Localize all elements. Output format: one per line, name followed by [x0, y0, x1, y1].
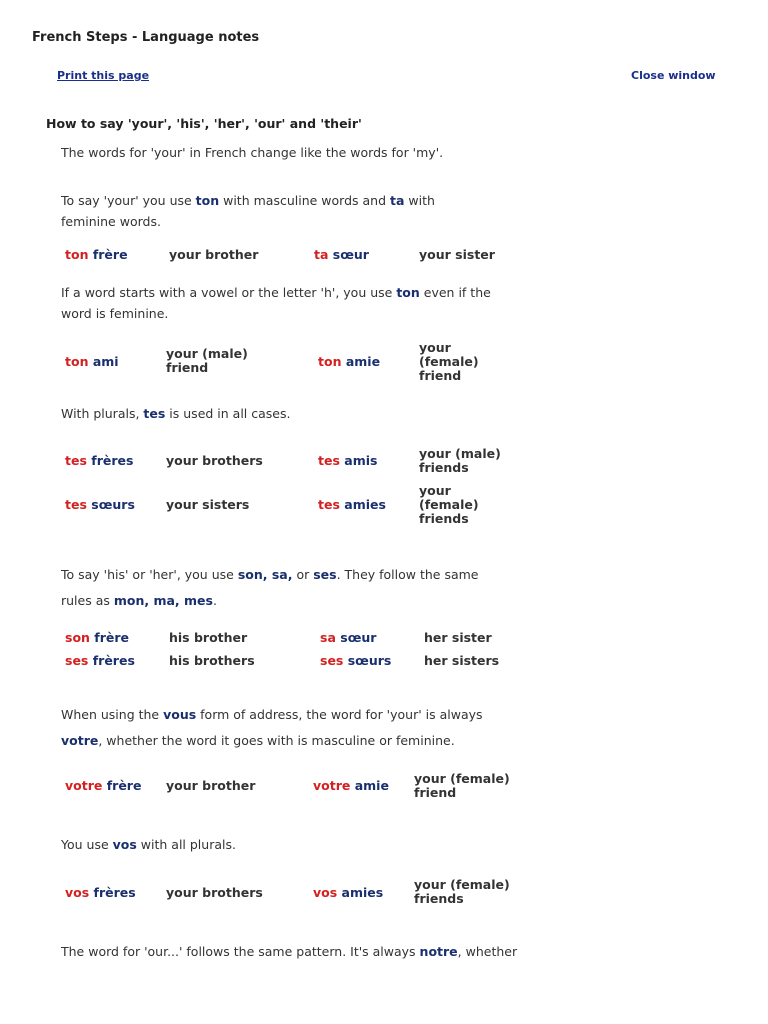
example-ton-amie: ton amie [318, 354, 381, 369]
translation-his-brothers: his brothers [169, 653, 255, 668]
paragraph-vos: You use vos with all plurals. [61, 837, 236, 852]
translation-your-brothers-formal: your brothers [166, 885, 263, 900]
paragraph-his-her: To say 'his' or 'her', you use son, sa, or ses. They follow the same rules as mon, ma, mes. [61, 567, 479, 608]
example-tes-amis: tes amis [318, 453, 378, 468]
example-sa-soeur: sa sœur [320, 630, 377, 645]
translation-her-sister: her sister [424, 630, 492, 645]
example-tes-freres: tes frères [65, 453, 134, 468]
close-window-link[interactable]: Close window [631, 69, 716, 82]
translation-your-brother-formal: your brother [166, 778, 256, 793]
paragraph-notre: The word for 'our...' follows the same pattern. It's always notre, whether [61, 944, 518, 959]
example-ses-soeurs: ses sœurs [320, 653, 392, 668]
example-ton-frere: ton frère [65, 247, 128, 262]
example-ta-soeur: ta sœur [314, 247, 369, 262]
example-votre-amie: votre amie [313, 778, 389, 793]
translation-your-sister: your sister [419, 247, 495, 262]
translation-your-female-friends: your (female) friends [419, 483, 479, 526]
example-son-frere: son frère [65, 630, 130, 645]
example-vos-freres: vos frères [65, 885, 136, 900]
print-page-link[interactable]: Print this page [57, 69, 150, 82]
page-title: French Steps - Language notes [32, 30, 260, 45]
translation-your-female-friend: your (female) friend [419, 340, 479, 383]
paragraph-votre: When using the vous form of address, the word for 'your' is always votre, whether the word it goes with is masculine or feminine. [61, 707, 483, 748]
translation-your-brother: your brother [169, 247, 259, 262]
example-vos-amies: vos amies [313, 885, 384, 900]
translation-your-sisters: your sisters [166, 497, 250, 512]
translation-her-sisters: her sisters [424, 653, 500, 668]
translation-your-female-friends-formal: your (female) friends [414, 877, 510, 906]
translation-your-brothers: your brothers [166, 453, 263, 468]
example-votre-frere: votre frère [65, 778, 142, 793]
section-heading: How to say 'your', 'his', 'her', 'our' and 'their' [46, 116, 362, 131]
example-ses-freres: ses frères [65, 653, 135, 668]
translation-your-male-friend: your (male) friend [166, 346, 248, 375]
paragraph-plurals: With plurals, tes is used in all cases. [61, 406, 291, 421]
example-tes-amies: tes amies [318, 497, 386, 512]
paragraph-ton-ta: To say 'your' you use ton with masculine words and ta with feminine words. [61, 193, 435, 229]
example-tes-soeurs: tes sœurs [65, 497, 135, 512]
example-ton-ami: ton ami [65, 354, 119, 369]
translation-your-female-friend-formal: your (female) friend [414, 771, 510, 800]
paragraph-intro: The words for 'your' in French change like the words for 'my'. [61, 145, 444, 160]
translation-his-brother: his brother [169, 630, 248, 645]
translation-your-male-friends: your (male) friends [419, 446, 501, 475]
paragraph-vowel-rule: If a word starts with a vowel or the letter 'h', you use ton even if the word is feminine. [61, 285, 491, 321]
